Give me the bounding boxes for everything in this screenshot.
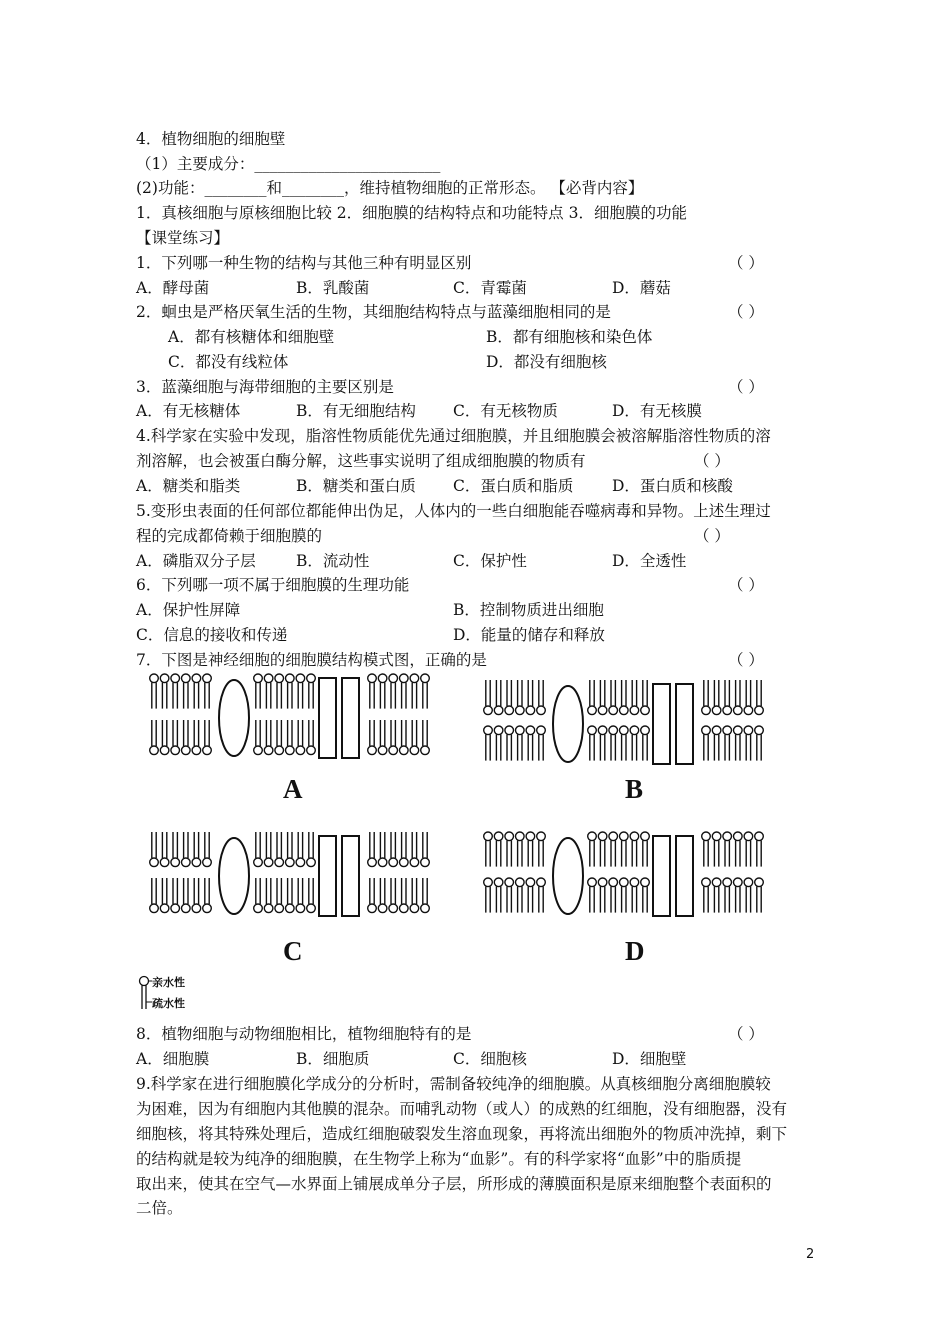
diagram-a-upper-phospholipid xyxy=(378,674,387,709)
diagram-b-lower-phospholipid xyxy=(723,726,732,761)
diagram-d-lower-phospholipid xyxy=(702,878,711,913)
diagram-d-upper-phospholipid xyxy=(630,832,639,867)
classroom-practice-heading: 【课堂练习】 xyxy=(136,229,230,247)
question-9-text: 二倍。 xyxy=(136,1199,183,1217)
diagram-c-upper-phospholipid xyxy=(421,832,430,867)
diagram-c-lower-phospholipid xyxy=(296,878,305,913)
diagram-d-lower-phospholipid xyxy=(598,878,607,913)
figure-label-b: B xyxy=(625,774,644,804)
phospholipid-legend-icon xyxy=(138,975,152,1011)
q6-option-a: A．保护性屏障 xyxy=(136,601,241,619)
diagram-c-upper-phospholipid xyxy=(203,832,212,867)
diagram-c-lower-phospholipid xyxy=(400,878,409,913)
answer-bracket: （ ） xyxy=(728,303,764,321)
diagram-c-upper-phospholipid xyxy=(160,832,169,867)
q8-option-a: A．细胞膜 xyxy=(136,1050,210,1068)
q5-option-c: C．保护性 xyxy=(453,552,527,570)
q3-option-b: B．有无细胞结构 xyxy=(296,402,416,420)
question-4-stem: 4.科学家在实验中发现，脂溶性物质能优先通过细胞膜，并且细胞膜会被溶解脂溶性物质的溶 xyxy=(136,427,771,445)
q3-option-d: D．有无核膜 xyxy=(612,402,702,420)
question-4-stem-cont: 剂溶解，也会被蛋白酶分解，这些事实说明了组成细胞膜的物质有 xyxy=(136,452,586,470)
answer-bracket: （ ） xyxy=(728,254,764,272)
diagram-b-upper-phospholipid xyxy=(598,680,607,715)
diagram-a-upper-phospholipid xyxy=(254,674,263,709)
diagram-d-upper-phospholipid xyxy=(484,832,493,867)
diagram-b-upper-phospholipid xyxy=(516,680,525,715)
diagram-a-lower-phospholipid xyxy=(421,720,430,755)
diagram-a-upper-phospholipid xyxy=(389,674,398,709)
question-5-stem-cont: 程的完成都倚赖于细胞膜的 xyxy=(136,527,323,545)
diagram-b-lower-phospholipid xyxy=(641,726,650,761)
question-1-stem: 1．下列哪一种生物的结构与其他三种有明显区别 xyxy=(136,254,472,272)
diagram-c-channel-protein xyxy=(342,836,359,916)
legend-hydrophilic: 亲水性 xyxy=(152,976,185,989)
diagram-d-upper-phospholipid xyxy=(494,832,503,867)
diagram-a-lower-phospholipid xyxy=(203,720,212,755)
figure-label-c: C xyxy=(283,936,303,966)
diagram-c-lower-phospholipid xyxy=(203,878,212,913)
diagram-d-lower-phospholipid xyxy=(526,878,535,913)
diagram-a-lower-phospholipid xyxy=(378,720,387,755)
question-9-text: 的结构就是较为纯净的细胞膜，在生物学上称为“血影”。有的科学家将“血影”中的脂质提 xyxy=(136,1150,742,1168)
diagram-d-upper-phospholipid xyxy=(702,832,711,867)
diagram-c-lower-phospholipid xyxy=(192,878,201,913)
diagram-a-upper-phospholipid xyxy=(160,674,169,709)
diagram-b-upper-phospholipid xyxy=(484,680,493,715)
diagram-d-lower-phospholipid xyxy=(609,878,618,913)
diagram-c-lower-phospholipid xyxy=(368,878,377,913)
q6-option-b: B．控制物质进出细胞 xyxy=(453,601,604,619)
diagram-c-upper-phospholipid xyxy=(192,832,201,867)
diagram-a-lower-phospholipid xyxy=(150,720,159,755)
diagram-b-upper-phospholipid xyxy=(630,680,639,715)
diagram-c-upper-phospholipid xyxy=(307,832,316,867)
diagram-c-lower-phospholipid xyxy=(150,878,159,913)
membrane-diagram-a xyxy=(146,672,436,764)
diagram-b-lower-phospholipid xyxy=(712,726,721,761)
diagram-b-lower-phospholipid xyxy=(494,726,503,761)
q2-option-d: D．都没有细胞核 xyxy=(486,353,607,371)
diagram-c-channel-protein xyxy=(319,836,336,916)
diagram-c-upper-phospholipid xyxy=(410,832,419,867)
diagram-b-lower-phospholipid xyxy=(526,726,535,761)
diagram-b-upper-phospholipid xyxy=(755,680,764,715)
diagram-d-upper-phospholipid xyxy=(641,832,650,867)
q3-option-a: A．有无核糖体 xyxy=(136,402,241,420)
q1-option-a: A．酵母菌 xyxy=(136,279,210,297)
diagram-a-lower-phospholipid xyxy=(192,720,201,755)
diagram-a-upper-phospholipid xyxy=(275,674,284,709)
diagram-a-globular-protein xyxy=(219,680,249,756)
diagram-c-upper-phospholipid xyxy=(150,832,159,867)
question-9-text: 为困难，因为有细胞内其他膜的混杂。而哺乳动物（或人）的成熟的红细胞，没有细胞器，没有 xyxy=(136,1100,788,1118)
diagram-d-channel-protein xyxy=(676,836,693,916)
diagram-d-lower-phospholipid xyxy=(494,878,503,913)
diagram-b-upper-phospholipid xyxy=(712,680,721,715)
q4-option-b: B．糖类和蛋白质 xyxy=(296,477,416,495)
diagram-c-lower-phospholipid xyxy=(171,878,180,913)
page-number: 2 xyxy=(806,1247,815,1262)
diagram-b-upper-phospholipid xyxy=(641,680,650,715)
diagram-a-lower-phospholipid xyxy=(296,720,305,755)
diagram-c-upper-phospholipid xyxy=(182,832,191,867)
diagram-b-upper-phospholipid xyxy=(537,680,546,715)
diagram-b-upper-phospholipid xyxy=(702,680,711,715)
diagram-b-lower-phospholipid xyxy=(598,726,607,761)
diagram-a-lower-phospholipid xyxy=(307,720,316,755)
diagram-c-upper-phospholipid xyxy=(171,832,180,867)
question-6-stem: 6．下列哪一项不属于细胞膜的生理功能 xyxy=(136,576,410,594)
diagram-a-channel-protein xyxy=(319,678,336,758)
diagram-a-lower-phospholipid xyxy=(254,720,263,755)
diagram-d-channel-protein xyxy=(653,836,670,916)
diagram-a-lower-phospholipid xyxy=(171,720,180,755)
diagram-d-lower-phospholipid xyxy=(712,878,721,913)
diagram-b-lower-phospholipid xyxy=(516,726,525,761)
diagram-c-upper-phospholipid xyxy=(275,832,284,867)
diagram-b-lower-phospholipid xyxy=(537,726,546,761)
diagram-b-upper-phospholipid xyxy=(620,680,629,715)
diagram-c-upper-phospholipid xyxy=(286,832,295,867)
diagram-d-upper-phospholipid xyxy=(609,832,618,867)
diagram-c-upper-phospholipid xyxy=(264,832,273,867)
diagram-a-lower-phospholipid xyxy=(368,720,377,755)
question-9-text: 9.科学家在进行细胞膜化学成分的分析时，需制备较纯净的细胞膜。从真核细胞分离细胞膜较 xyxy=(136,1075,771,1093)
diagram-d-lower-phospholipid xyxy=(630,878,639,913)
question-9-text: 取出来，使其在空气—水界面上铺展成单分子层，所形成的薄膜面积是原来细胞整个表面积的 xyxy=(136,1175,772,1193)
diagram-d-lower-phospholipid xyxy=(588,878,597,913)
diagram-b-globular-protein xyxy=(553,686,583,762)
diagram-d-upper-phospholipid xyxy=(723,832,732,867)
diagram-b-lower-phospholipid xyxy=(755,726,764,761)
diagram-d-upper-phospholipid xyxy=(744,832,753,867)
diagram-a-lower-phospholipid xyxy=(160,720,169,755)
question-9-text: 细胞核，将其特殊处理后，造成红细胞破裂发生溶血现象，再将流出细胞外的物质冲洗掉，剩下 xyxy=(136,1125,788,1143)
diagram-d-globular-protein xyxy=(553,838,583,914)
question-7-stem: 7．下图是神经细胞的细胞膜结构模式图，正确的是 xyxy=(136,651,487,669)
question-3-stem: 3．蓝藻细胞与海带细胞的主要区别是 xyxy=(136,378,394,396)
legend-hydrophobic: 疏水性 xyxy=(152,997,185,1010)
diagram-c-globular-protein xyxy=(219,838,249,914)
diagram-b-upper-phospholipid xyxy=(526,680,535,715)
diagram-d-lower-phospholipid xyxy=(537,878,546,913)
q2-option-b: B．都有细胞核和染色体 xyxy=(486,328,653,346)
q5-option-b: B．流动性 xyxy=(296,552,370,570)
diagram-b-lower-phospholipid xyxy=(734,726,743,761)
diagram-d-upper-phospholipid xyxy=(712,832,721,867)
q5-option-d: D．全透性 xyxy=(612,552,687,570)
diagram-d-lower-phospholipid xyxy=(505,878,514,913)
q6-option-c: C．信息的接收和传递 xyxy=(136,626,288,644)
diagram-c-lower-phospholipid xyxy=(421,878,430,913)
q8-option-c: C．细胞核 xyxy=(453,1050,527,1068)
diagram-a-upper-phospholipid xyxy=(307,674,316,709)
diagram-d-upper-phospholipid xyxy=(537,832,546,867)
diagram-d-upper-phospholipid xyxy=(620,832,629,867)
diagram-a-upper-phospholipid xyxy=(150,674,159,709)
diagram-d-upper-phospholipid xyxy=(734,832,743,867)
diagram-a-lower-phospholipid xyxy=(400,720,409,755)
diagram-a-lower-phospholipid xyxy=(264,720,273,755)
diagram-d-lower-phospholipid xyxy=(641,878,650,913)
diagram-a-upper-phospholipid xyxy=(368,674,377,709)
q1-option-c: C．青霉菌 xyxy=(453,279,527,297)
answer-bracket: （ ） xyxy=(728,651,764,669)
diagram-b-lower-phospholipid xyxy=(588,726,597,761)
diagram-c-upper-phospholipid xyxy=(378,832,387,867)
diagram-d-upper-phospholipid xyxy=(755,832,764,867)
diagram-c-upper-phospholipid xyxy=(389,832,398,867)
diagram-d-upper-phospholipid xyxy=(516,832,525,867)
diagram-b-channel-protein xyxy=(676,684,693,764)
diagram-c-upper-phospholipid xyxy=(296,832,305,867)
q3-option-c: C．有无核物质 xyxy=(453,402,558,420)
diagram-a-lower-phospholipid xyxy=(389,720,398,755)
diagram-a-upper-phospholipid xyxy=(182,674,191,709)
answer-bracket: （ ） xyxy=(694,527,730,545)
diagram-b-lower-phospholipid xyxy=(484,726,493,761)
diagram-c-lower-phospholipid xyxy=(254,878,263,913)
diagram-d-lower-phospholipid xyxy=(516,878,525,913)
diagram-c-upper-phospholipid xyxy=(368,832,377,867)
diagram-b-upper-phospholipid xyxy=(744,680,753,715)
diagram-c-lower-phospholipid xyxy=(286,878,295,913)
diagram-a-upper-phospholipid xyxy=(400,674,409,709)
diagram-c-lower-phospholipid xyxy=(182,878,191,913)
diagram-b-lower-phospholipid xyxy=(702,726,711,761)
diagram-b-upper-phospholipid xyxy=(609,680,618,715)
diagram-b-upper-phospholipid xyxy=(734,680,743,715)
must-memorize-items: 1．真核细胞与原核细胞比较 2．细胞膜的结构特点和功能特点 3．细胞膜的功能 xyxy=(136,204,687,222)
diagram-a-channel-protein xyxy=(342,678,359,758)
q4-option-a: A．糖类和脂类 xyxy=(136,477,241,495)
membrane-diagram-d xyxy=(480,830,780,922)
q1-option-d: D．蘑菇 xyxy=(612,279,671,297)
diagram-c-lower-phospholipid xyxy=(410,878,419,913)
question-5-stem: 5.变形虫表面的任何部位都能伸出伪足，人体内的一些白细胞能吞噬病毒和异物。上述生理过 xyxy=(136,502,771,520)
diagram-d-upper-phospholipid xyxy=(526,832,535,867)
q8-option-b: B．细胞质 xyxy=(296,1050,370,1068)
diagram-b-lower-phospholipid xyxy=(505,726,514,761)
diagram-d-lower-phospholipid xyxy=(755,878,764,913)
diagram-b-upper-phospholipid xyxy=(723,680,732,715)
diagram-a-lower-phospholipid xyxy=(286,720,295,755)
diagram-a-upper-phospholipid xyxy=(286,674,295,709)
membrane-diagram-b xyxy=(480,678,780,770)
diagram-d-lower-phospholipid xyxy=(744,878,753,913)
cell-wall-function-line: (2)功能：________和________，维持植物细胞的正常形态。 【必背内容】 xyxy=(136,179,644,197)
diagram-a-upper-phospholipid xyxy=(203,674,212,709)
diagram-a-lower-phospholipid xyxy=(182,720,191,755)
diagram-d-upper-phospholipid xyxy=(505,832,514,867)
diagram-d-lower-phospholipid xyxy=(484,878,493,913)
diagram-c-lower-phospholipid xyxy=(378,878,387,913)
q6-option-d: D．能量的储存和释放 xyxy=(453,626,605,644)
diagram-b-upper-phospholipid xyxy=(505,680,514,715)
diagram-d-lower-phospholipid xyxy=(620,878,629,913)
diagram-c-lower-phospholipid xyxy=(160,878,169,913)
q5-option-a: A．磷脂双分子层 xyxy=(136,552,256,570)
cell-wall-components-line: （1）主要成分：________________________ xyxy=(136,155,441,173)
q2-option-c: C．都没有线粒体 xyxy=(168,353,289,371)
q4-option-c: C．蛋白质和脂质 xyxy=(453,477,574,495)
diagram-c-lower-phospholipid xyxy=(389,878,398,913)
question-2-stem: 2．蛔虫是严格厌氧生活的生物，其细胞结构特点与蓝藻细胞相同的是 xyxy=(136,303,611,321)
diagram-a-upper-phospholipid xyxy=(264,674,273,709)
diagram-a-lower-phospholipid xyxy=(410,720,419,755)
diagram-c-lower-phospholipid xyxy=(307,878,316,913)
diagram-b-upper-phospholipid xyxy=(588,680,597,715)
diagram-c-lower-phospholipid xyxy=(275,878,284,913)
diagram-b-lower-phospholipid xyxy=(630,726,639,761)
diagram-a-upper-phospholipid xyxy=(192,674,201,709)
diagram-d-upper-phospholipid xyxy=(588,832,597,867)
diagram-c-upper-phospholipid xyxy=(400,832,409,867)
diagram-a-lower-phospholipid xyxy=(275,720,284,755)
diagram-d-lower-phospholipid xyxy=(723,878,732,913)
diagram-c-lower-phospholipid xyxy=(264,878,273,913)
q8-option-d: D．细胞壁 xyxy=(612,1050,687,1068)
diagram-d-upper-phospholipid xyxy=(598,832,607,867)
diagram-c-upper-phospholipid xyxy=(254,832,263,867)
membrane-diagram-c xyxy=(146,830,436,922)
diagram-a-upper-phospholipid xyxy=(171,674,180,709)
diagram-b-lower-phospholipid xyxy=(744,726,753,761)
figure-label-d: D xyxy=(625,936,645,966)
diagram-b-upper-phospholipid xyxy=(494,680,503,715)
figure-label-a: A xyxy=(283,774,303,804)
diagram-b-lower-phospholipid xyxy=(609,726,618,761)
q2-option-a: A．都有核糖体和细胞壁 xyxy=(168,328,335,346)
diagram-a-upper-phospholipid xyxy=(410,674,419,709)
q4-option-d: D．蛋白质和核酸 xyxy=(612,477,733,495)
answer-bracket: （ ） xyxy=(728,576,764,594)
section-heading-cell-wall: 4．植物细胞的细胞壁 xyxy=(136,130,286,148)
diagram-b-channel-protein xyxy=(653,684,670,764)
question-8-stem: 8．植物细胞与动物细胞相比，植物细胞特有的是 xyxy=(136,1025,472,1043)
answer-bracket: （ ） xyxy=(728,378,764,396)
diagram-b-lower-phospholipid xyxy=(620,726,629,761)
diagram-a-upper-phospholipid xyxy=(421,674,430,709)
answer-bracket: （ ） xyxy=(694,452,730,470)
diagram-d-lower-phospholipid xyxy=(734,878,743,913)
diagram-a-upper-phospholipid xyxy=(296,674,305,709)
answer-bracket: （ ） xyxy=(728,1025,764,1043)
q1-option-b: B．乳酸菌 xyxy=(296,279,370,297)
